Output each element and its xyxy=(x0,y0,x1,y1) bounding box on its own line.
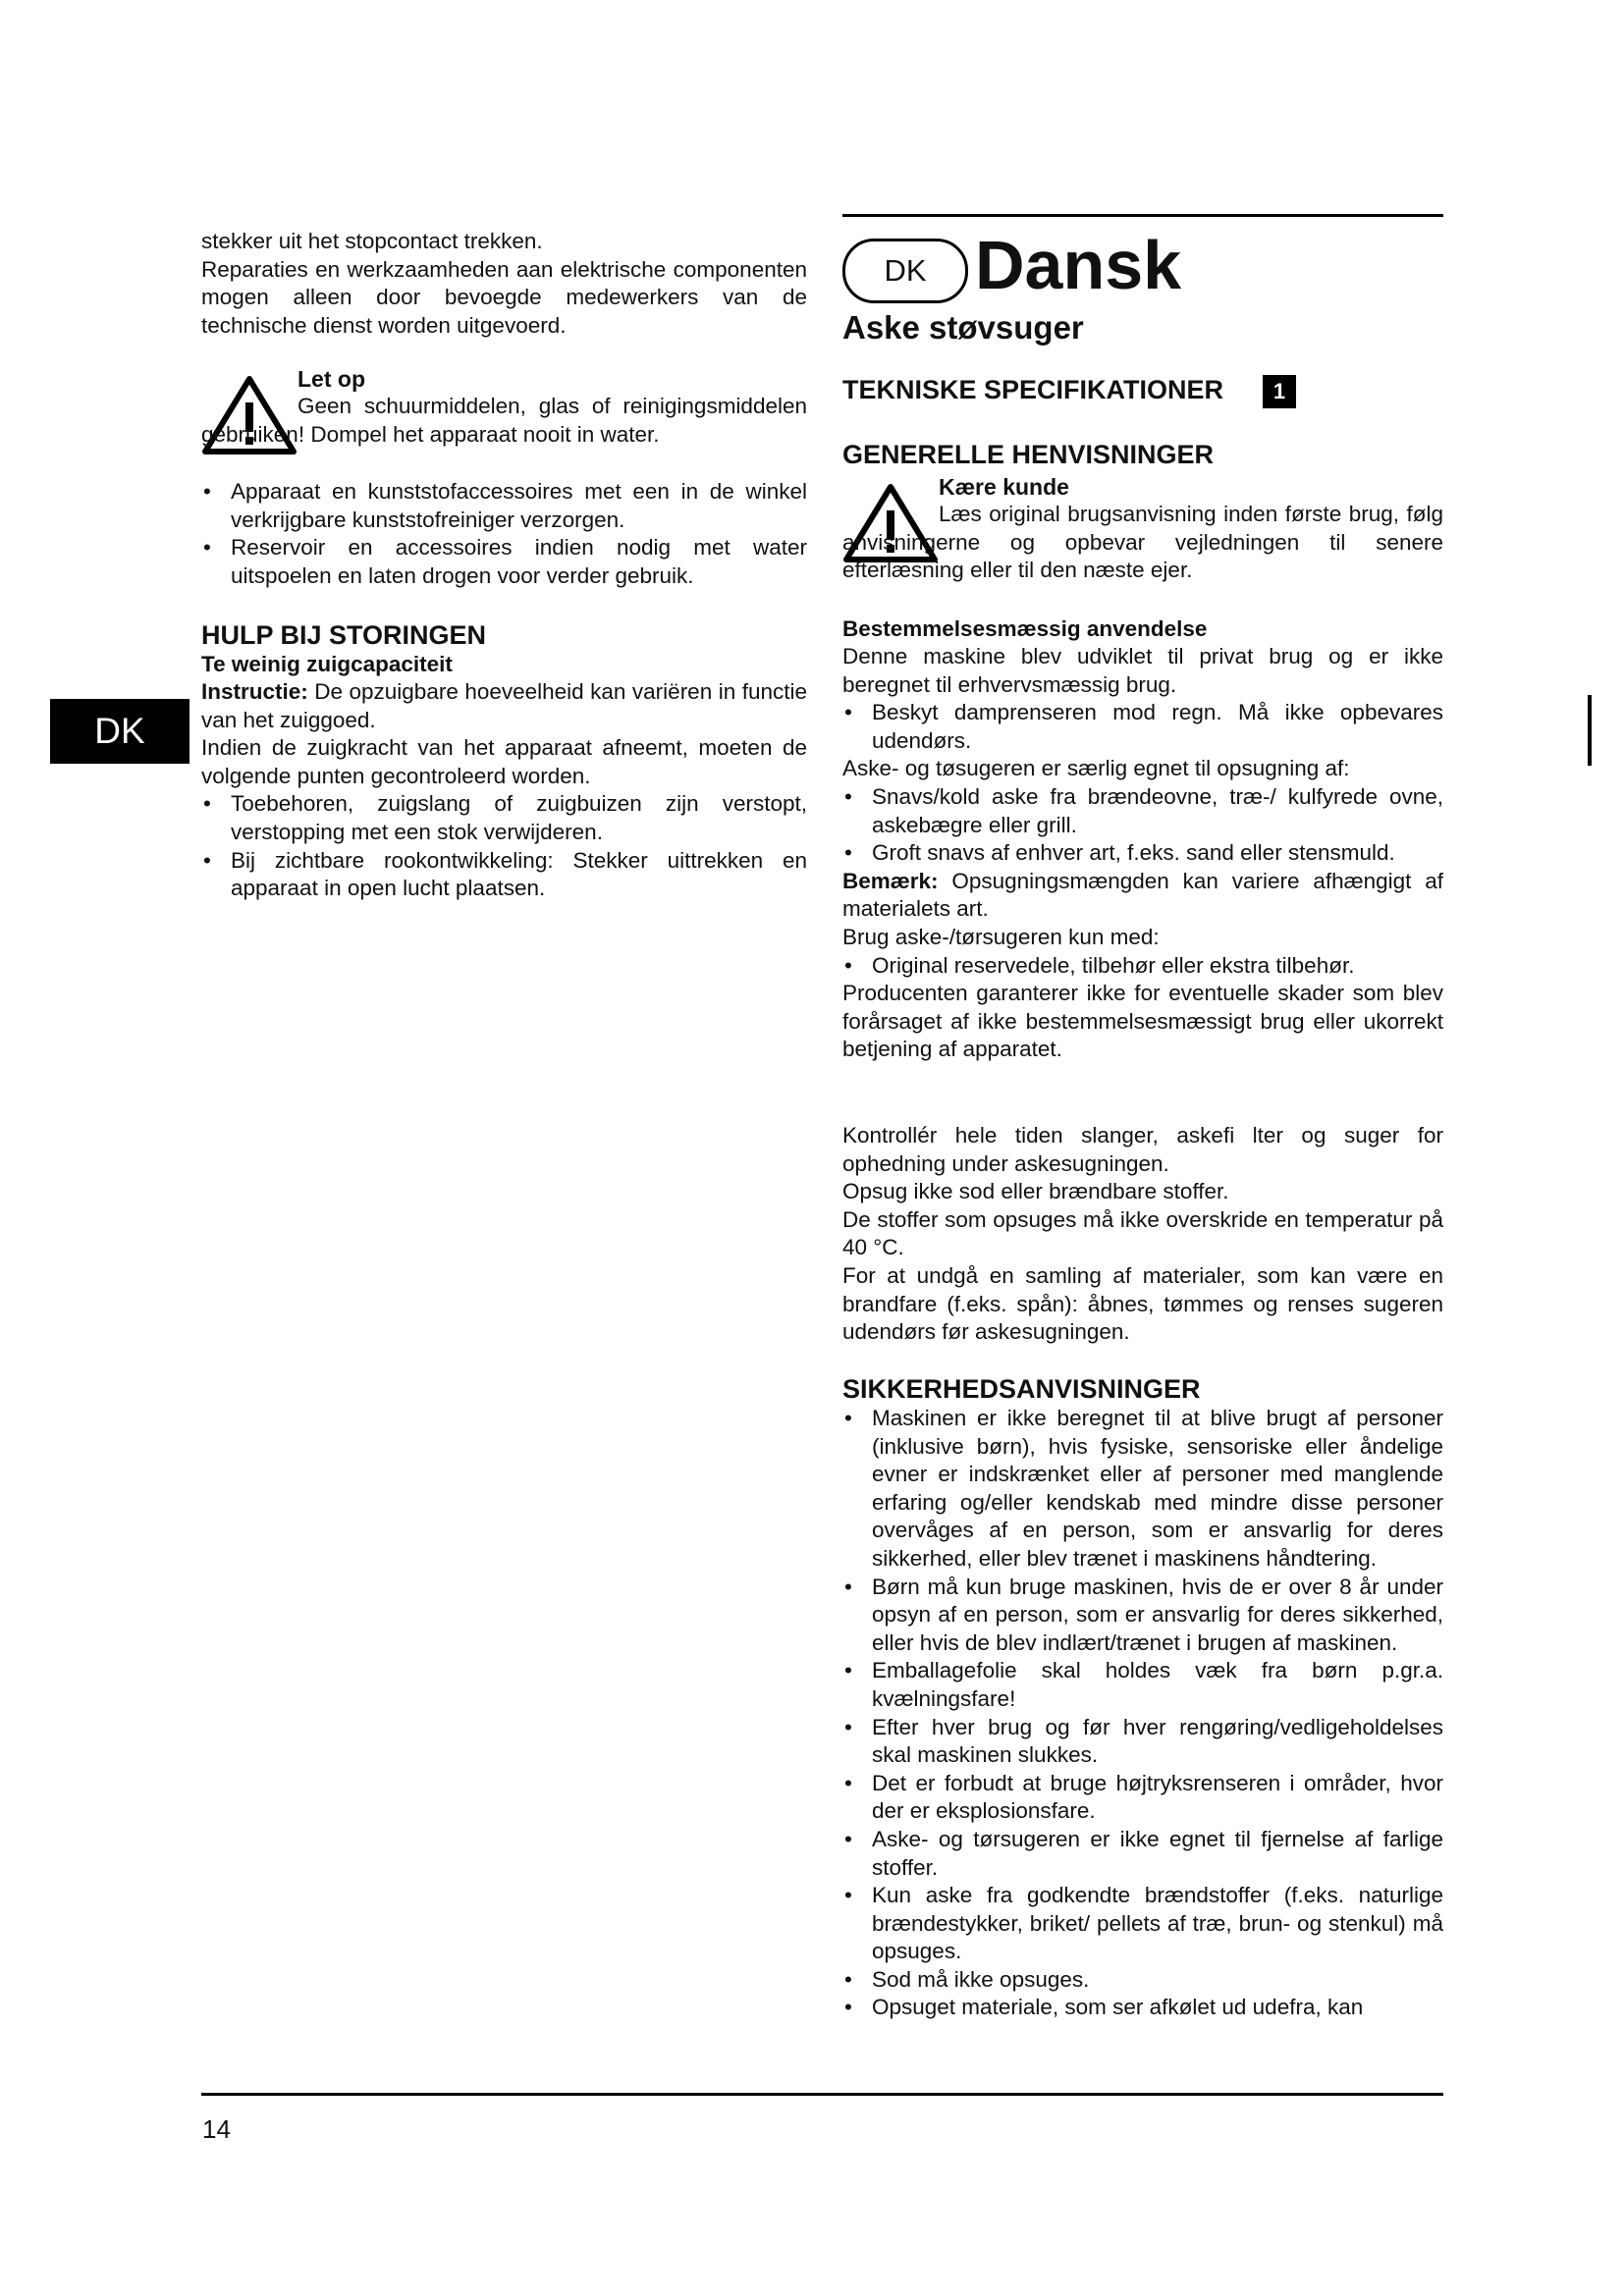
list-item: • Kun aske fra godkendte brændstoffer (f.eks. naturlige brændestykker, briket/ pellets af træ, brun- og stenkul) må opsuges. xyxy=(842,1882,1443,1966)
page-number: 14 xyxy=(202,2114,231,2144)
safety-list xyxy=(842,1405,1443,2022)
trouble-heading: HULP BIJ STORINGEN xyxy=(201,620,487,650)
spec-heading xyxy=(842,374,1443,408)
list-item: • Groft snavs af enhver art, f.eks. sand eller stensmuld. xyxy=(842,839,1443,868)
note-paragraph xyxy=(842,868,1443,924)
use-heading: Bestemmelsesmæssig anvendelse xyxy=(842,616,1208,641)
intro-line: stekker uit het stopcontact trekken. xyxy=(201,229,543,253)
figure-ref-badge: 1 xyxy=(1263,375,1296,408)
language-tab: DK xyxy=(50,699,189,764)
only-text: Brug aske-/tørsugeren kun med: xyxy=(842,924,1160,949)
list-item: • Det er forbudt at bruge højtryksrenseren i områder, hvor der er eksplosionsfare. xyxy=(842,1770,1443,1826)
safety-heading: SIKKERHEDSANVISNINGER xyxy=(842,1374,1201,1404)
list-item: • Emballagefolie skal holdes væk fra børn p.gr.a. kvælningsfare! xyxy=(842,1657,1443,1713)
language-title: Dansk xyxy=(975,227,1182,303)
list-item: • Snavs/kold aske fra brændeovne, træ-/ kulfyrede ovne, askebægre eller grill. xyxy=(842,783,1443,839)
use-list xyxy=(842,699,1443,755)
caution-text xyxy=(201,393,807,449)
language-code-badge: DK xyxy=(842,239,968,303)
list-item: • Sod må ikke opsuges. xyxy=(842,1966,1443,1995)
use-text: Denne maskine blev udviklet til privat brug og er ikke beregnet til erhvervsmæssig brug. xyxy=(842,644,1443,697)
list-item: • Beskyt damprenseren mod regn. Må ikke opbevares udendørs. xyxy=(842,699,1443,755)
list-item: • Efter hver brug og før hver rengøring/vedligeholdelses skal maskinen slukkes. xyxy=(842,1714,1443,1770)
dear-text: Læs original brugsanvisning inden første brug, følg anvisningerne og opbevar vejledningen til senere efterlæsning eller til den næste ejer. xyxy=(842,502,1443,583)
trouble-subheading: Te weinig zuigcapaciteit xyxy=(201,652,453,676)
control-paragraph: Opsug ikke sod eller brændbare stoffer. xyxy=(842,1179,1229,1204)
caution-text-body: Geen schuurmiddelen, glas of reinigingsmiddelen gebruiken! Dompel het apparaat nooit in water. xyxy=(201,394,807,447)
list-item: • Opsuget materiale, som ser afkølet ud udefra, kan xyxy=(842,1994,1443,2022)
care-list xyxy=(201,478,807,590)
list-item: • Original reservedele, tilbehør eller ekstra tilbehør. xyxy=(842,952,1443,981)
control-paragraph: For at undgå en samling af materialer, som kan være en brandfare (f.eks. spån): åbnes, tømmes og renses sugeren udendørs før askesugningen. xyxy=(842,1262,1443,1345)
spec-heading-text: TEKNISKE SPECIFIKATIONER xyxy=(842,375,1224,404)
caution-title: Let op xyxy=(298,366,365,392)
note-text: Opsugningsmængden kan variere afhængigt af materialets art. xyxy=(842,868,1443,922)
instruction-text: De opzuigbare hoeveelheid kan variëren in functie van het zuiggoed. xyxy=(201,679,807,732)
list-item: • Børn må kun bruge maskinen, hvis de er over 8 år under opsyn af en person, som er ansvarlig for deres sikkerhed, eller hvis de blev indlært/trænet i brugen af maskinen. xyxy=(842,1574,1443,1658)
list-item: • Maskinen er ikke beregnet til at blive brugt af personer (inklusive børn), hvis fysiske, sensoriske eller åndelige evner er indskrænket eller af personer med manglende erfaring og/eller kendskab med mindre disse personer overvåges af en person, som er ansvarlig for deres sikkerhed, eller blev trænet i maskinens håndtering. xyxy=(842,1405,1443,1574)
instruction-label: Instructie: xyxy=(201,679,308,704)
list-item: • Apparaat en kunststofaccessoires met een in de winkel verkrijgbare kunststofreiniger verzorgen. xyxy=(201,478,807,534)
product-title: Aske støvsuger xyxy=(842,309,1084,346)
instruction-paragraph xyxy=(201,678,807,734)
only-list xyxy=(842,952,1443,981)
trouble-paragraph: Indien de zuigkracht van het apparaat afneemt, moeten de volgende punten gecontroleerd worden. xyxy=(201,735,807,788)
list-item: • Toebehoren, zuigslang of zuigbuizen zijn verstopt, verstopping met een stok verwijderen. xyxy=(201,790,807,846)
intro-paragraph: Reparaties en werkzaamheden aan elektrische componenten mogen alleen door bevoegde medewerkers van de technische dienst worden uitgevoerd. xyxy=(201,256,807,338)
suitable-list xyxy=(842,783,1443,868)
general-heading: GENERELLE HENVISNINGER xyxy=(842,440,1215,469)
note-label: Bemærk: xyxy=(842,868,939,893)
liability-text: Producenten garanterer ikke for eventuelle skader som blev forårsaget af ikke bestemmelsesmæssigt brug eller ukorrekt betjening af apparatet. xyxy=(842,981,1443,1062)
list-item: • Bij zichtbare rookontwikkeling: Stekker uittrekken en apparaat in open lucht plaatsen. xyxy=(201,847,807,903)
trouble-list xyxy=(201,790,807,902)
edge-marker xyxy=(1588,695,1592,766)
dear-title: Kære kunde xyxy=(939,474,1069,500)
control-paragraph: De stoffer som opsuges må ikke overskride en temperatur på 40 °C. xyxy=(842,1206,1443,1260)
suitable-text: Aske- og tøsugeren er særlig egnet til opsugning af: xyxy=(842,756,1350,781)
list-item: • Reservoir en accessoires indien nodig met water uitspoelen en laten drogen voor verder gebruik. xyxy=(201,534,807,590)
bottom-rule xyxy=(201,2093,1443,2096)
control-paragraph: Kontrollér hele tiden slanger, askefi lter og suger for ophedning under askesugningen. xyxy=(842,1123,1443,1176)
top-rule-right xyxy=(842,214,1443,217)
list-item: • Aske- og tørsugeren er ikke egnet til fjernelse af farlige stoffer. xyxy=(842,1826,1443,1882)
